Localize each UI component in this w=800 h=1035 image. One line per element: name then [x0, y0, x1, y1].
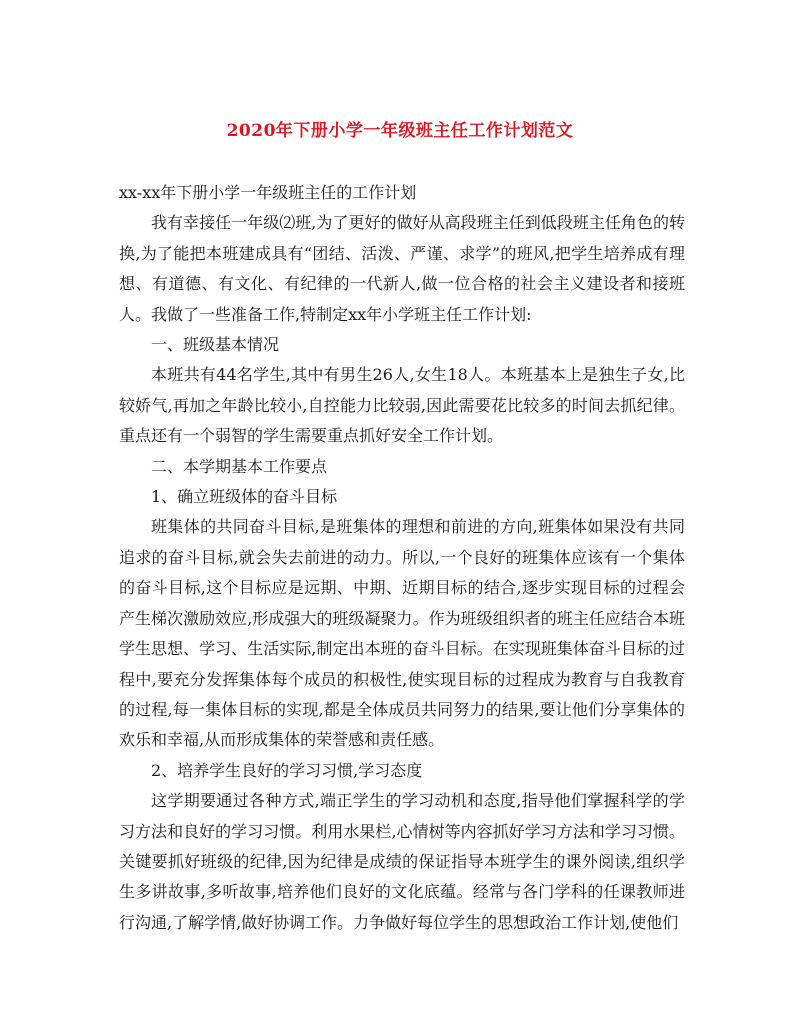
section-heading-class-situation: 一、班级基本情况 — [151, 335, 280, 355]
class-situation-paragraph: 本班共有44名学生,其中有男生26人,女生18人。本班基本上是独生子女,比较娇气,再加之年龄比较小,自控能力比较弱,因此需要花比较多的时间去抓纪律。重点还有一个弱智的学生需要重点抓好安全工作计划。 — [119, 365, 685, 446]
document-title: 2020年下册小学一年级班主任工作计划范文 — [226, 121, 574, 141]
subheading-study-habits: 2、培养学生良好的学习习惯,学习态度 — [151, 760, 423, 780]
document-subtitle: xx-xx年下册小学一年级班主任的工作计划 — [119, 183, 417, 202]
document-body — [119, 178, 685, 938]
study-habits-paragraph: 这学期要通过各种方式,端正学生的学习动机和态度,指导他们掌握科学的学习方法和良好的学习习惯。利用水果栏,心情树等内容抓好学习方法和学习习惯。关键要抓好班级的纪律,因为纪律是成绩的保证指导本班学生的课外阅读,组织学生多讲故事,多听故事,培养他们良好的文化底蕴。经常与各门学科的任课教师进行沟通,了解学情,做好协调工作。力争做好每位学生的思想政治工作计划,使他们 — [119, 791, 685, 932]
intro-paragraph: 我有幸接任一年级⑵班,为了更好的做好从高段班主任到低段班主任角色的转换,为了能把本班建成具有“团结、活泼、严谨、求学”的班风,把学生培养成有理想、有道德、有文化、有纪律的一代新人,做一位合格的社会主义建设者和接班人。我做了一些准备工作,特制定xx年小学班主任工作计划: — [119, 213, 685, 324]
subheading-class-goal: 1、确立班级体的奋斗目标 — [151, 487, 338, 507]
section-heading-work-points: 二、本学期基本工作要点 — [151, 456, 328, 476]
class-goal-paragraph: 班集体的共同奋斗目标,是班集体的理想和前进的方向,班集体如果没有共同追求的奋斗目标,就会失去前进的动力。所以,一个良好的班集体应该有一个集体的奋斗目标,这个目标应是远期、中期、近期目标的结合,逐步实现目标的过程会产生梯次激励效应,形成强大的班级凝聚力。作为班级组织者的班主任应结合本班学生思想、学习、生活实际,制定出本班的奋斗目标。在实现班集体奋斗目标的过程中,要充分发挥集体每个成员的积极性,使实现目标的过程成为教育与自我教育的过程,每一集体目标的实现,都是全体成员共同努力的结果,要让他们分享集体的欢乐和幸福,从而形成集体的荣誉感和责任感。 — [119, 517, 685, 750]
